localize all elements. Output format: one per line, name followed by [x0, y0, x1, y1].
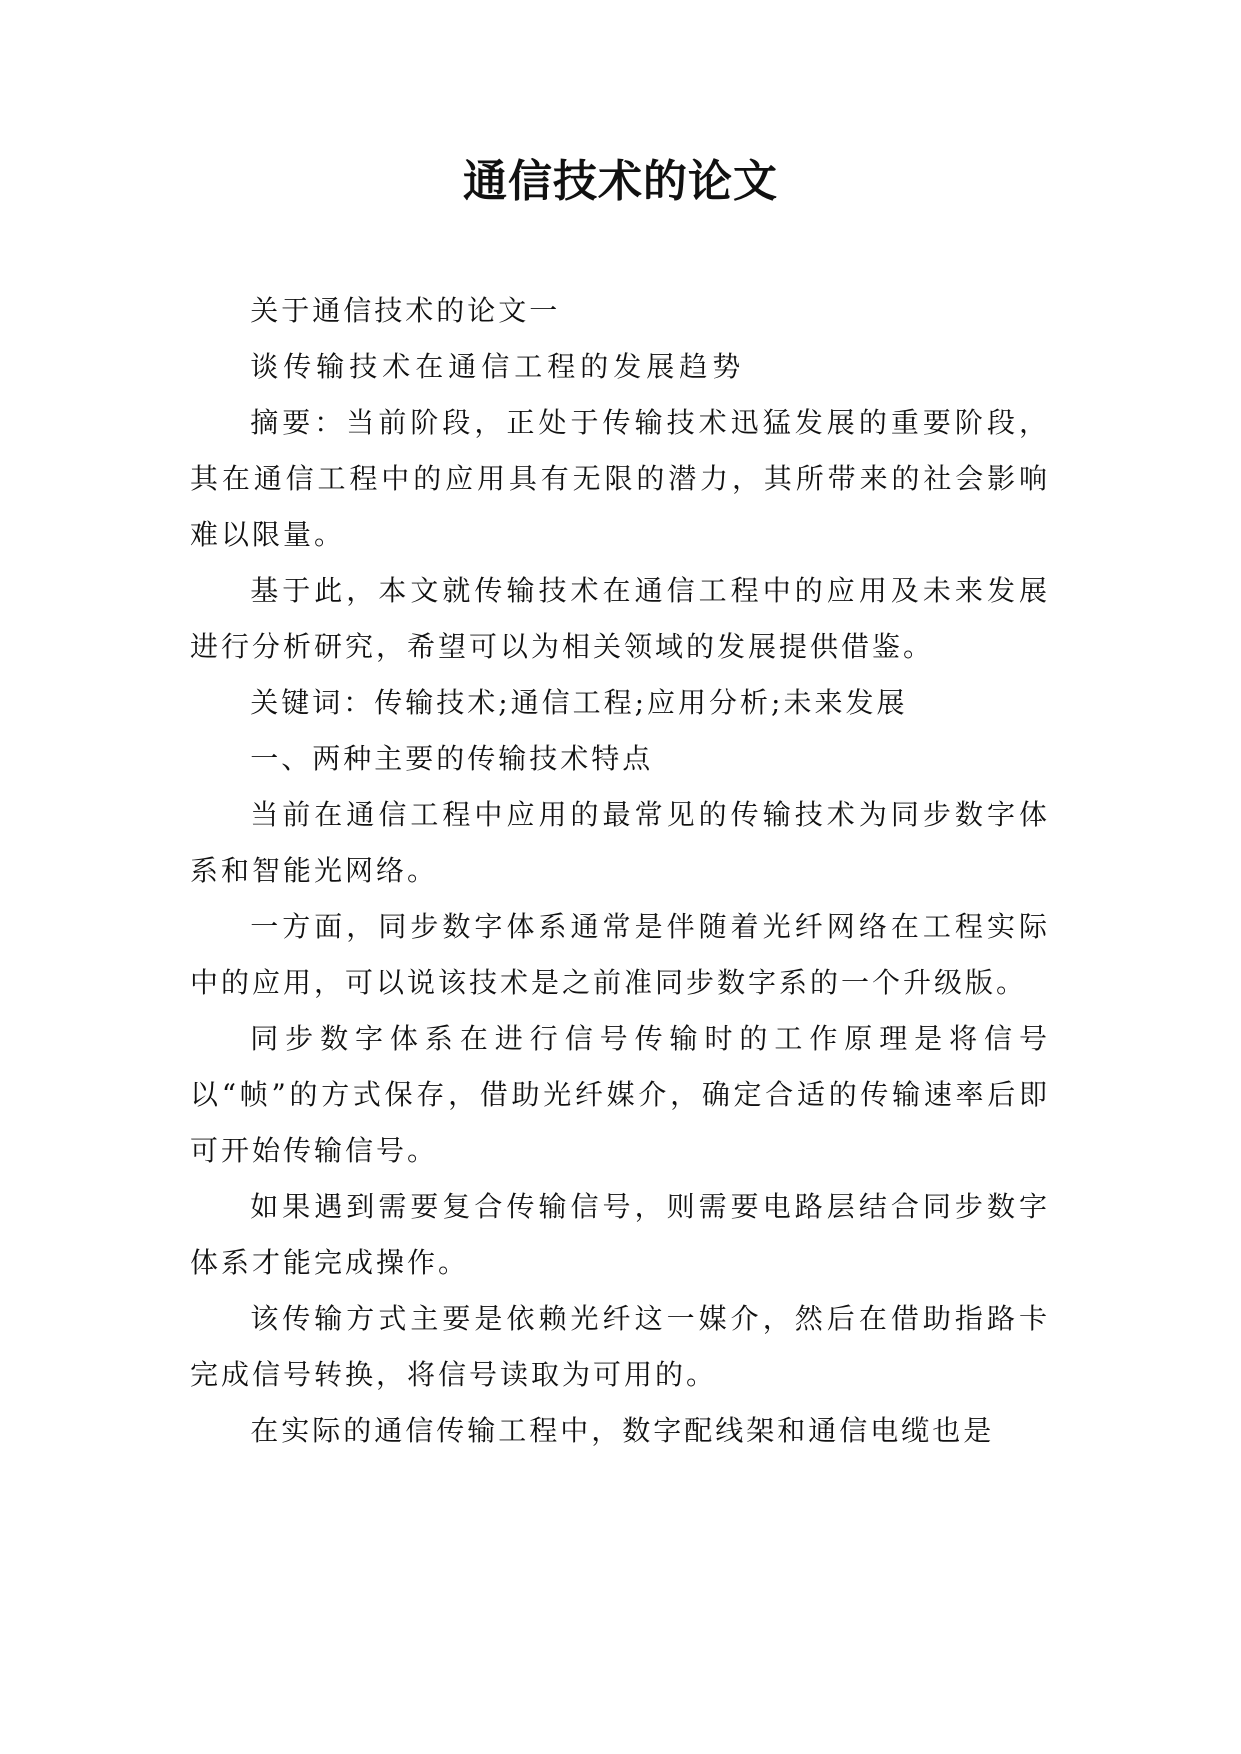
paragraph-section-heading: 关于通信技术的论文一: [250, 294, 561, 327]
paragraph-heading-one: 一、两种主要的传输技术特点: [250, 742, 654, 775]
paragraph-body: 一方面，同步数字体系通常是伴随着光纤网络在工程实际中的应用，可以说该技术是之前准同步数字系的一个升级版。: [190, 910, 1050, 999]
paragraph-purpose: 基于此，本文就传输技术在通信工程中的应用及未来发展进行分析研究，希望可以为相关领域的发展提供借鉴。: [190, 574, 1050, 663]
document-title: 通信技术的论文: [463, 156, 778, 207]
paragraph-keywords: 关键词：传输技术;通信工程;应用分析;未来发展: [250, 686, 908, 719]
paragraph-body: 在实际的通信传输工程中，数字配线架和通信电缆也是: [250, 1414, 995, 1447]
paragraph-body: 当前在通信工程中应用的最常见的传输技术为同步数字体系和智能光网络。: [190, 798, 1050, 887]
paragraph-body: 该传输方式主要是依赖光纤这一媒介，然后在借助指路卡完成信号转换，将信号读取为可用的。: [190, 1302, 1050, 1391]
paragraph-article-title: 谈传输技术在通信工程的发展趋势: [250, 350, 746, 383]
paragraph-body: 如果遇到需要复合传输信号，则需要电路层结合同步数字体系才能完成操作。: [190, 1190, 1050, 1279]
paragraph-abstract: 摘要：当前阶段，正处于传输技术迅猛发展的重要阶段，其在通信工程中的应用具有无限的潜力，其所带来的社会影响难以限量。: [190, 406, 1050, 551]
document-body: [190, 283, 1050, 1459]
paragraph-body: 同步数字体系在进行信号传输时的工作原理是将信号以“帧”的方式保存，借助光纤媒介，确定合适的传输速率后即可开始传输信号。: [190, 1022, 1050, 1167]
